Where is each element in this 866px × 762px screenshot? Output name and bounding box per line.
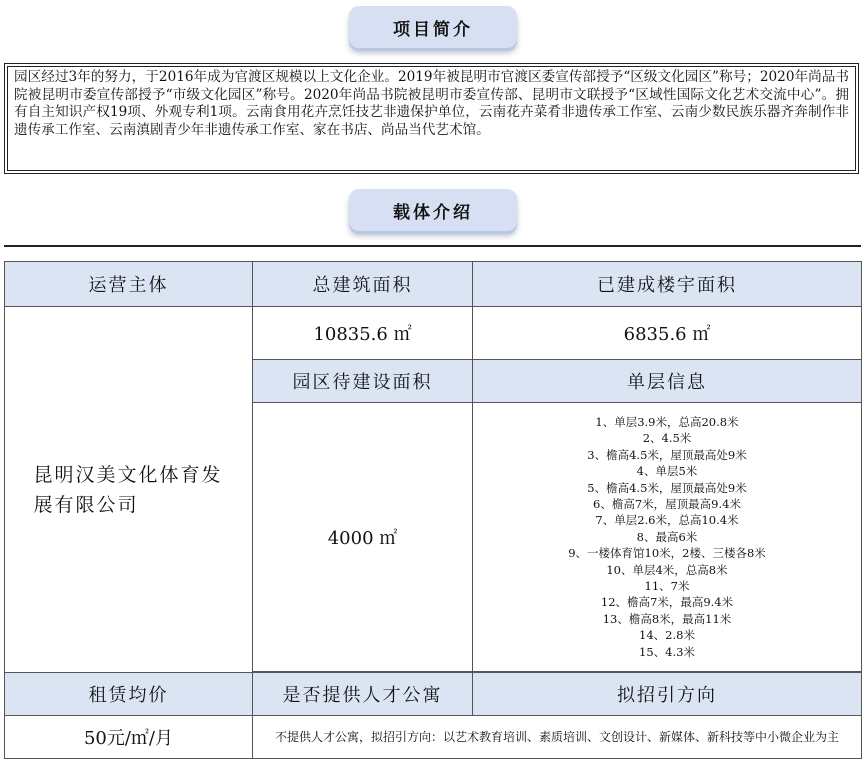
carrier-table [4,261,862,759]
floor-item: 6、檐高7米，屋顶最高9.4米 [593,496,741,511]
floor-item: 7、单层2.6米，总高10.4米 [595,513,739,528]
pending-area-value: 4000 ㎡ [253,403,473,672]
intro-text: 园区经过3年的努力，于2016年成为官渡区规模以上文化企业。2019年被昆明市官渡区委宣传部授予“区级文化园区”称号；2020年尚品书院被昆明市委宣传部授予“市级文化园区”称号。2020年尚品书院被昆明市委宣传部、昆明市文联授予“区域性国际文化艺术交流中心”。拥有自主知识产权19项、外观专利1项。云南食用花卉烹饪技艺非遗保护单位，云南花卉菜肴非遗传承工作室、云南少数民族乐器齐奔制作非遗传承工作室、云南滇剧青少年非遗传承工作室、家在书店、尚品当代艺术馆。 [7,66,856,171]
floor-item: 9、一楼体育馆10米，2楼、三楼各8米 [568,546,766,561]
operator-name: 昆明汉美文化体育发展有限公司 [33,463,223,516]
apartment-direction-note: 不提供人才公寓，拟招引方向：以艺术教育培训、素质培训、文创设计、新媒体、新科技等中小微企业为主 [253,716,862,759]
built-area-value: 6835.6 ㎡ [473,307,862,360]
floor-item: 11、7米 [644,579,690,594]
operator-value [5,307,253,673]
header-rent: 租赁均价 [5,673,253,716]
intro-section-title: 项目简介 [349,6,517,48]
floor-item: 12、檐高7米，最高9.4米 [600,595,734,610]
floor-item: 3、檐高4.5米，屋顶最高处9米 [587,447,747,462]
floor-item: 2、4.5米 [642,431,692,446]
floor-item: 1、单层3.9米，总高20.8米 [595,414,739,429]
floor-item: 10、单层4米，总高8米 [606,562,728,577]
total-area-value: 10835.6 ㎡ [253,307,473,360]
header-operator: 运营主体 [5,262,253,307]
header-direction: 拟招引方向 [473,673,862,716]
floor-item: 5、檐高4.5米，屋顶最高处9米 [587,480,747,495]
floor-item: 15、4.3米 [639,644,695,659]
floor-item: 8、最高6米 [636,529,698,544]
rent-value: 50元/㎡/月 [5,716,253,759]
header-total-area: 总建筑面积 [253,262,473,307]
header-built-area: 已建成楼宇面积 [473,262,862,307]
floor-item: 13、檐高8米，最高11米 [602,611,732,626]
floor-item: 4、单层5米 [636,464,698,479]
section-divider [4,245,861,247]
carrier-section-title: 载体介绍 [349,189,517,231]
intro-box [4,63,859,174]
header-floor-info: 单层信息 [473,360,862,403]
header-pending-area: 园区待建设面积 [253,360,473,403]
floor-info-list [473,403,862,672]
header-apartment: 是否提供人才公寓 [253,673,473,716]
floor-item: 14、2.8米 [639,628,695,643]
